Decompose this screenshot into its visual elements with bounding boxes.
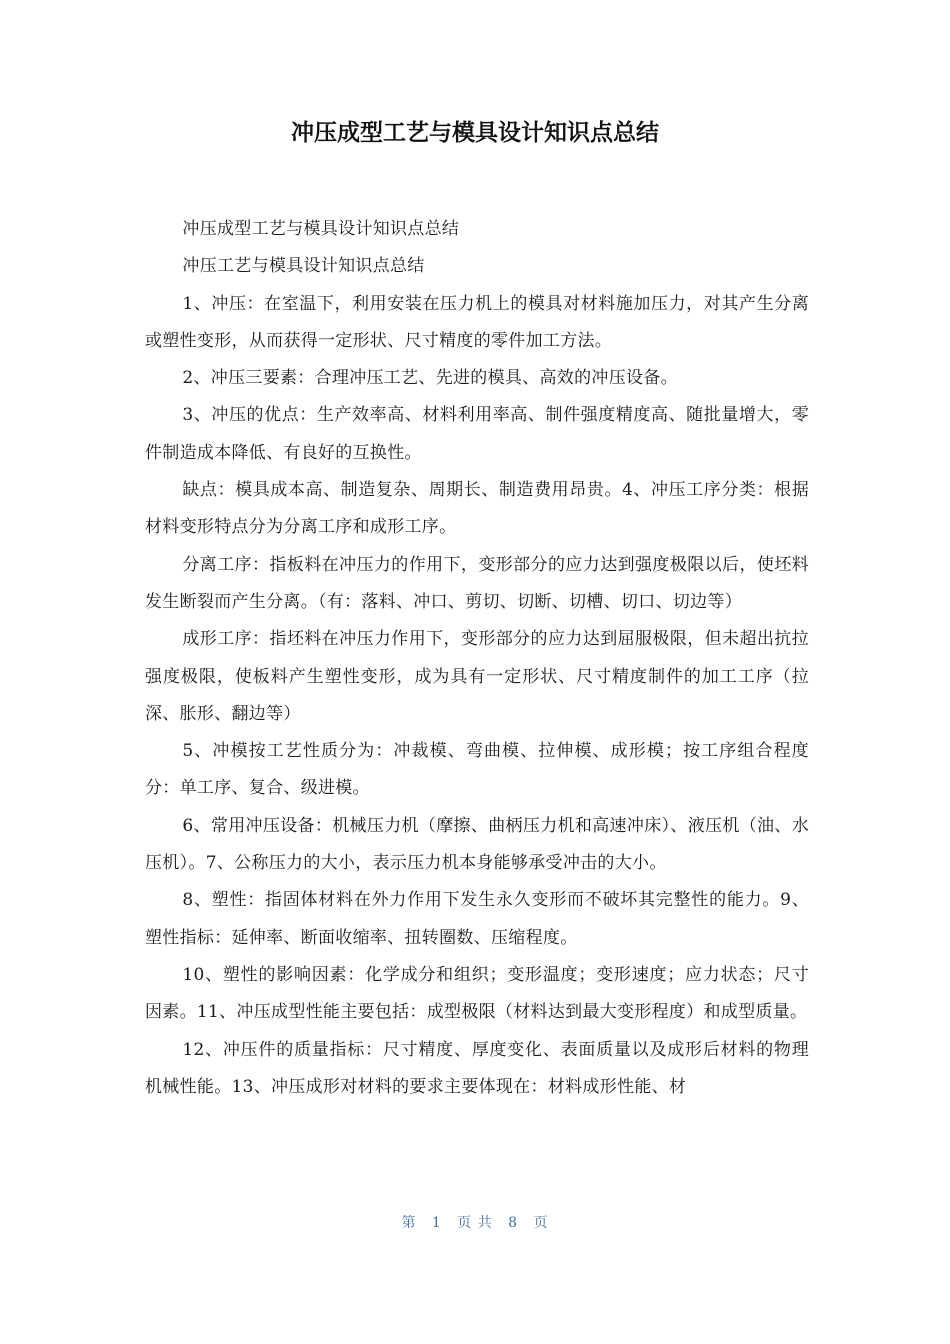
paragraph: 3、冲压的优点：生产效率高、材料利用率高、制件强度精度高、随批量增大，零件制造成本降低、有良好的互换性。 — [145, 405, 809, 463]
footer-label-page: 第 — [401, 1215, 417, 1231]
page-footer — [0, 1212, 950, 1232]
footer-current-page: 1 — [431, 1215, 442, 1231]
paragraph: 12、冲压件的质量指标：尺寸精度、厚度变化、表面质量以及成形后材料的物理机械性能。13、冲压成形对材料的要求主要体现在：材料成形性能、材 — [145, 1039, 809, 1097]
paragraph: 分离工序：指板料在冲压力的作用下，变形部分的应力达到强度极限以后，使坯料发生断裂而产生分离。（有：落料、冲口、剪切、切断、切槽、切口、切边等） — [145, 554, 809, 612]
paragraph: 10、塑性的影响因素：化学成分和组织；变形温度；变形速度；应力状态；尺寸因素。11、冲压成型性能主要包括：成型极限（材料达到最大变形程度）和成型质量。 — [145, 964, 809, 1023]
document-body — [145, 211, 809, 1106]
paragraph: 缺点：模具成本高、制造复杂、周期长、制造费用昂贵。4、冲压工序分类：根据材料变形特点分为分离工序和成形工序。 — [145, 480, 809, 538]
paragraph: 5、冲模按工艺性质分为：冲裁模、弯曲模、拉伸模、成形模；按工序组合程度分：单工序、复合、级进模。 — [145, 741, 809, 799]
paragraph: 2、冲压三要素：合理冲压工艺、先进的模具、高效的冲压设备。 — [182, 368, 678, 389]
footer-label-of: 页 共 — [457, 1215, 493, 1231]
paragraph: 冲压成型工艺与模具设计知识点总结 — [182, 219, 460, 239]
footer-total-pages: 8 — [508, 1215, 519, 1231]
paragraph: 8、塑性：指固体材料在外力作用下发生永久变形而不破坏其完整性的能力。9、塑性指标：延伸率、断面收缩率、扭转圈数、压缩程度。 — [145, 890, 809, 948]
paragraph: 1、冲压：在室温下，利用安装在压力机上的模具对材料施加压力，对其产生分离或塑性变形，从而获得一定形状、尺寸精度的零件加工方法。 — [145, 293, 809, 351]
paragraph: 6、常用冲压设备：机械压力机（摩擦、曲柄压力机和高速冲床）、液压机（油、水压机）。7、公称压力的大小，表示压力机本身能够承受冲击的大小。 — [145, 815, 809, 874]
footer-label-end: 页 — [533, 1215, 549, 1231]
paragraph: 冲压工艺与模具设计知识点总结 — [182, 256, 425, 277]
paragraph: 成形工序：指坯料在冲压力作用下，变形部分的应力达到屈服极限，但未超出抗拉强度极限，使板料产生塑性变形，成为具有一定形状、尺寸精度制件的加工工序（拉深、胀形、翻边等） — [145, 629, 809, 724]
document-title: 冲压成型工艺与模具设计知识点总结 — [291, 120, 659, 146]
